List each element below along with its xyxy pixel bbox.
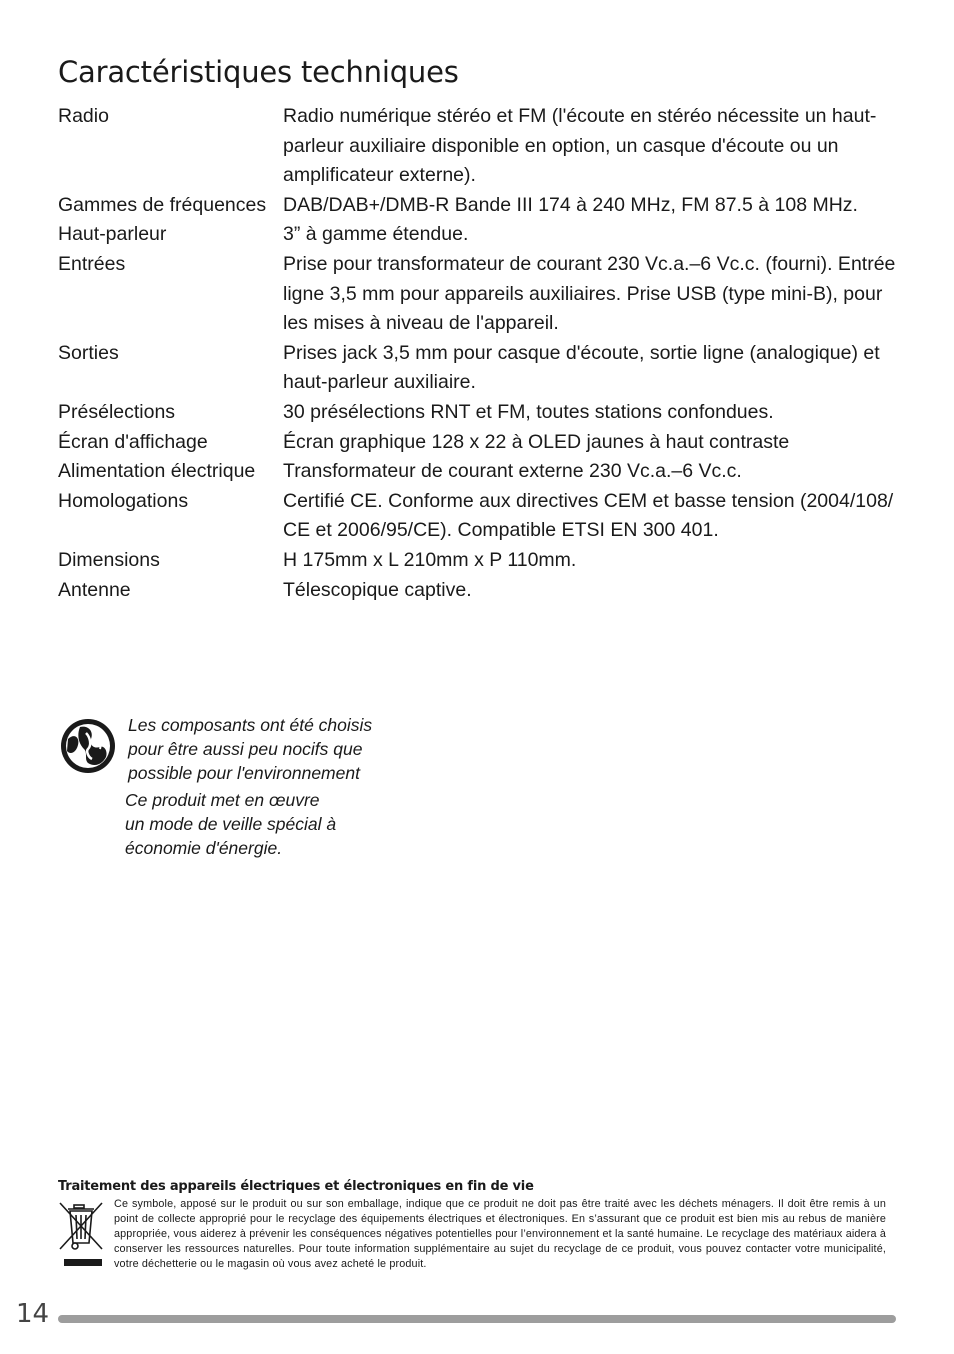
standby-note-text: Ce produit met en œuvre un mode de veille spécial à économie d'énergie. (125, 790, 337, 859)
spec-value: H 175mm x L 210mm x P 110mm. (283, 548, 577, 571)
spec-row-radio (58, 102, 903, 191)
spec-label: Présélections (58, 400, 176, 423)
spec-label: Alimentation électrique (58, 460, 256, 483)
eco-note-text: Les composants ont été choisis pour être aussi peu nocifs que possible pour l'environnement (128, 715, 373, 784)
spec-row-speaker (58, 220, 903, 250)
spec-row-inputs (58, 250, 903, 339)
spec-row-antenna (58, 576, 903, 606)
spec-row-approvals (58, 487, 903, 546)
spec-value: DAB/DAB+/DMB-R Bande III 174 à 240 MHz, FM 87.5 à 108 MHz. (283, 193, 858, 216)
spec-row-outputs (58, 339, 903, 398)
spec-value: 3” à gamme étendue. (283, 223, 469, 246)
spec-label: Antenne (58, 578, 131, 601)
spec-table (58, 102, 903, 605)
page-number: 14 (16, 1299, 50, 1329)
spec-row-dimensions (58, 546, 903, 576)
spec-value: Certifié CE. Conforme aux directives CEM et basse tension (2004/108/ CE et 2006/95/CE). Compatible ETSI EN 300 401. (283, 489, 894, 542)
spec-row-frequency-ranges (58, 191, 903, 221)
spec-value: Prises jack 3,5 mm pour casque d'écoute, sortie ligne (analogique) et haut-parleur auxiliaire. (283, 341, 880, 394)
crossed-out-wheelie-bin-icon (58, 1199, 106, 1267)
page-title: Caractéristiques techniques (58, 55, 459, 89)
spec-value: 30 présélections RNT et FM, toutes stations confondues. (283, 400, 774, 423)
spec-value: Télescopique captive. (283, 578, 472, 601)
spec-label: Écran d'affichage (58, 430, 208, 453)
spec-value: Transformateur de courant externe 230 Vc.a.–6 Vc.c. (283, 460, 742, 483)
spec-value: Écran graphique 128 x 22 à OLED jaunes à haut contraste (283, 430, 790, 453)
spec-label: Sorties (58, 341, 119, 364)
spec-label: Dimensions (58, 548, 160, 571)
spec-label: Entrées (58, 252, 126, 275)
environment-globe-icon (58, 715, 118, 777)
spec-value: Radio numérique stéréo et FM (l'écoute en stéréo nécessite un haut-parleur auxiliaire disponible en option, un casque d'écoute ou un amplificateur externe). (283, 105, 877, 187)
spec-label: Radio (58, 105, 109, 127)
spec-value: Prise pour transformateur de courant 230 Vc.a.–6 Vc.c. (fourni). Entrée ligne 3,5 mm pour appareils auxiliaires. Prise USB (type mini-B), pour les mises à niveau de l'appareil. (283, 252, 896, 335)
footer-bar (58, 1315, 896, 1323)
spec-label: Gammes de fréquences (58, 193, 267, 216)
weee-body-text: Ce symbole, apposé sur le produit ou sur son emballage, indique que ce produit ne doit pas être traité avec les déchets ménagers. Il doit être remis à un point de collecte approprié pour le recyclage des équipements électriques et électroniques. En s’assurant que ce produit est bien mis au rebus de manière appropriée, vous aiderez à prévenir les conséquences négatives potentielles pour l’environnement et la santé humaine. Le recyclage des matériaux aidera à conserver les ressources naturelles. Pour toute information supplémentaire au sujet du recyclage de ce produit, vous pouvez contacter votre municipalité, votre déchetterie ou le magasin où vous avez acheté le produit. (114, 1198, 886, 1270)
spec-label: Haut-parleur (58, 223, 167, 246)
spec-row-power-supply (58, 457, 903, 487)
spec-row-presets (58, 398, 903, 428)
spec-row-display (58, 428, 903, 458)
weee-title: Traitement des appareils électriques et électroniques en fin de vie (58, 1179, 534, 1194)
spec-label: Homologations (58, 489, 189, 512)
